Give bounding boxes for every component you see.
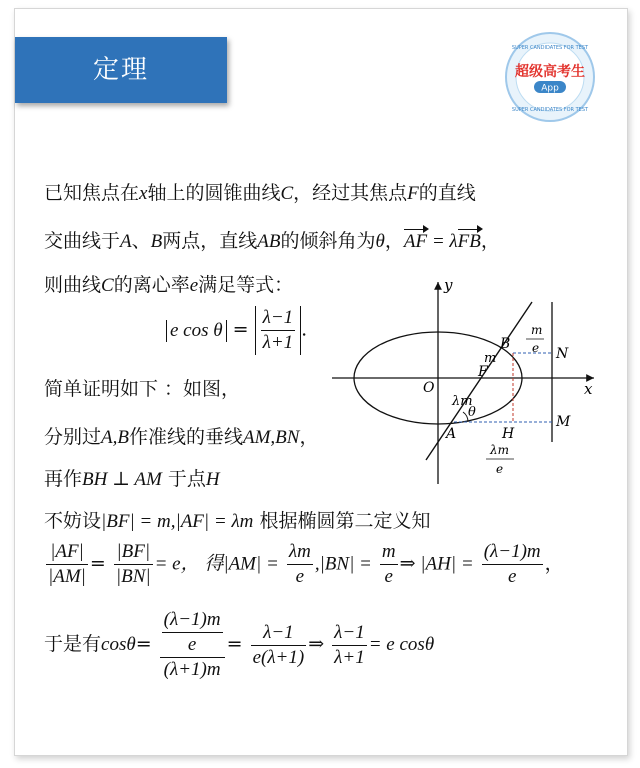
logo-bottom-text: SUPER CANDIDATES FOR TEST bbox=[511, 107, 589, 113]
label-lm: λm bbox=[452, 394, 473, 409]
proof-line-1: 简单证明如下 ：如图， bbox=[44, 378, 241, 400]
label-me-num: m bbox=[531, 323, 543, 337]
proof-line-4: 不妨设|BF| = m,|AF| = λm 根据椭圆第二定义知 bbox=[44, 510, 431, 532]
proof-line-2: 分别过A,B作准线的垂线AM,BN， bbox=[44, 426, 319, 448]
label-F: F bbox=[478, 364, 488, 380]
app-logo bbox=[500, 29, 600, 125]
theorem-line-1: 已知焦点在x轴上的圆锥曲线C，经过其焦点F的直线 bbox=[44, 182, 476, 204]
ellipse-diagram bbox=[326, 272, 604, 490]
theorem-formula: e cos θ = $\frac{\lambda-1}{\lambda+1}$ . bbox=[166, 306, 307, 355]
label-y: y bbox=[444, 276, 453, 294]
label-N: N bbox=[556, 346, 569, 362]
logo-main-text: 超级高考生 bbox=[515, 64, 585, 80]
label-O: O bbox=[423, 380, 435, 396]
label-lme-den: e bbox=[496, 462, 504, 476]
label-lme-num: λm bbox=[490, 443, 509, 457]
label-x: x bbox=[584, 380, 593, 398]
proof-line-5: $\frac{|AF|}{|AM|}$ = $\frac{|BF|}{|BN|}$ = e， 得|AM| = $\frac{\lambda m}{e}$ ,|BN| = $\frac{m}{e}$ ⇒ |AH| = $\frac{(\lambda-1)m}{e}$ ， bbox=[48, 541, 564, 587]
logo-sub-text: App bbox=[541, 83, 559, 94]
section-title: 定理 bbox=[15, 37, 227, 103]
theorem-line-3: 则曲线C的离心率e满足等式： bbox=[44, 274, 294, 296]
proof-line-3: 再作BH ⊥ AM 于点H bbox=[44, 468, 220, 490]
label-A: A bbox=[446, 426, 457, 442]
label-H: H bbox=[502, 426, 515, 442]
focal-chord bbox=[426, 302, 532, 460]
logo-top-text: SUPER CANDIDATES FOR TEST bbox=[511, 45, 589, 51]
label-M: M bbox=[556, 414, 571, 430]
label-B: B bbox=[500, 336, 511, 352]
proof-line-6: 于是有cosθ= $\frac{\frac{(\lambda-1)m}{e}}{(\lambda+1)m}$ = $\frac{\lambda-1}{e(\lambda+1)}$ ⇒ $\frac{\lambda-1}{\lambda+1}$ = e cosθ bbox=[44, 609, 435, 680]
label-me-den: e bbox=[532, 341, 540, 355]
theorem-line-2: 交曲线于A、B两点，直线AB的倾斜角为θ，AF = λFB， bbox=[44, 230, 500, 252]
label-theta: θ bbox=[468, 405, 476, 420]
label-m: m bbox=[484, 351, 497, 366]
